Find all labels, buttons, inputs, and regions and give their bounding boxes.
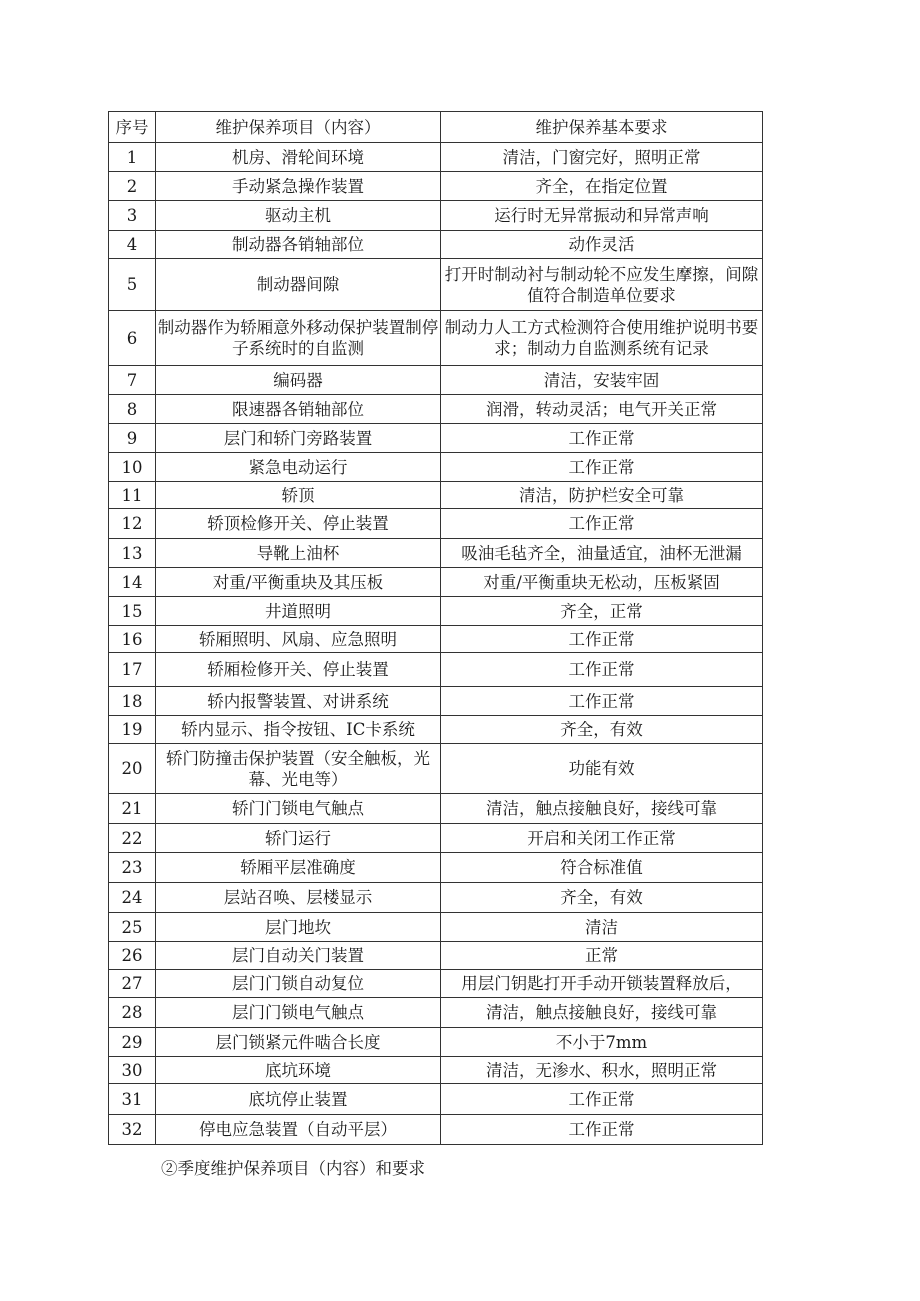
table-row xyxy=(109,1057,763,1084)
row-number: 23 xyxy=(109,853,156,883)
row-item: 轿门运行 xyxy=(156,824,441,853)
row-number: 29 xyxy=(109,1028,156,1057)
row-requirement: 润滑，转动灵活；电气开关正常 xyxy=(441,395,763,424)
row-requirement: 清洁，无渗水、积水，照明正常 xyxy=(441,1057,763,1084)
table-row xyxy=(109,1115,763,1145)
row-item: 层门锁紧元件啮合长度 xyxy=(156,1028,441,1057)
row-item: 层门门锁自动复位 xyxy=(156,970,441,998)
row-requirement: 清洁，触点接触良好，接线可靠 xyxy=(441,998,763,1028)
table-row xyxy=(109,853,763,883)
table-header-row xyxy=(109,112,763,143)
row-item: 导靴上油杯 xyxy=(156,539,441,568)
row-requirement: 齐全，有效 xyxy=(441,883,763,913)
section-footnote: ②季度维护保养项目（内容）和要求 xyxy=(161,1159,425,1178)
row-item: 底坑停止装置 xyxy=(156,1084,441,1115)
row-number: 15 xyxy=(109,597,156,626)
row-item: 层站召唤、层楼显示 xyxy=(156,883,441,913)
row-number: 25 xyxy=(109,913,156,942)
row-number: 31 xyxy=(109,1084,156,1115)
table-row xyxy=(109,626,763,653)
row-requirement: 工作正常 xyxy=(441,509,763,539)
table-row xyxy=(109,311,763,366)
row-number: 10 xyxy=(109,453,156,482)
row-requirement: 功能有效 xyxy=(441,744,763,794)
table-row xyxy=(109,942,763,970)
table-row xyxy=(109,597,763,626)
row-requirement: 吸油毛毡齐全，油量适宜，油杯无泄漏 xyxy=(441,539,763,568)
row-number: 3 xyxy=(109,201,156,231)
row-item: 层门和轿门旁路装置 xyxy=(156,424,441,453)
row-requirement: 工作正常 xyxy=(441,687,763,716)
row-number: 12 xyxy=(109,509,156,539)
row-item: 层门自动关门装置 xyxy=(156,942,441,970)
row-item: 轿门防撞击保护装置（安全触板，光幕、光电等） xyxy=(156,744,441,794)
header-no: 序号 xyxy=(109,112,156,143)
row-requirement: 工作正常 xyxy=(441,453,763,482)
row-number: 26 xyxy=(109,942,156,970)
row-item: 轿顶检修开关、停止装置 xyxy=(156,509,441,539)
table-row xyxy=(109,998,763,1028)
row-number: 6 xyxy=(109,311,156,366)
row-item: 轿门门锁电气触点 xyxy=(156,794,441,824)
row-requirement: 清洁，防护栏安全可靠 xyxy=(441,482,763,509)
row-number: 28 xyxy=(109,998,156,1028)
row-number: 5 xyxy=(109,259,156,311)
table-row xyxy=(109,366,763,395)
table-row xyxy=(109,824,763,853)
row-requirement: 工作正常 xyxy=(441,653,763,687)
row-item: 制动器间隙 xyxy=(156,259,441,311)
row-item: 层门地坎 xyxy=(156,913,441,942)
table-row xyxy=(109,1084,763,1115)
row-item: 编码器 xyxy=(156,366,441,395)
row-item: 层门门锁电气触点 xyxy=(156,998,441,1028)
row-requirement: 开启和关闭工作正常 xyxy=(441,824,763,853)
row-requirement: 符合标准值 xyxy=(441,853,763,883)
table-row xyxy=(109,395,763,424)
row-item: 轿厢检修开关、停止装置 xyxy=(156,653,441,687)
row-item: 轿厢平层准确度 xyxy=(156,853,441,883)
table-row xyxy=(109,482,763,509)
row-number: 30 xyxy=(109,1057,156,1084)
table-row xyxy=(109,653,763,687)
table-row xyxy=(109,143,763,172)
row-number: 17 xyxy=(109,653,156,687)
row-item: 轿厢照明、风扇、应急照明 xyxy=(156,626,441,653)
table-row xyxy=(109,970,763,998)
row-number: 18 xyxy=(109,687,156,716)
row-number: 32 xyxy=(109,1115,156,1145)
row-requirement: 工作正常 xyxy=(441,424,763,453)
row-number: 20 xyxy=(109,744,156,794)
row-number: 11 xyxy=(109,482,156,509)
row-requirement: 齐全，有效 xyxy=(441,716,763,744)
row-item: 井道照明 xyxy=(156,597,441,626)
row-requirement: 齐全，正常 xyxy=(441,597,763,626)
table-row xyxy=(109,539,763,568)
table-row xyxy=(109,1028,763,1057)
table-row xyxy=(109,687,763,716)
row-number: 19 xyxy=(109,716,156,744)
table-row xyxy=(109,259,763,311)
row-requirement: 清洁，门窗完好，照明正常 xyxy=(441,143,763,172)
header-item: 维护保养项目（内容） xyxy=(156,112,441,143)
row-number: 22 xyxy=(109,824,156,853)
row-number: 1 xyxy=(109,143,156,172)
row-requirement: 制动力人工方式检测符合使用维护说明书要求；制动力自监测系统有记录 xyxy=(441,311,763,366)
table-row xyxy=(109,424,763,453)
row-requirement: 正常 xyxy=(441,942,763,970)
table-row xyxy=(109,453,763,482)
table-row xyxy=(109,231,763,259)
row-item: 制动器各销轴部位 xyxy=(156,231,441,259)
row-item: 限速器各销轴部位 xyxy=(156,395,441,424)
row-requirement: 清洁，安装牢固 xyxy=(441,366,763,395)
row-item: 手动紧急操作装置 xyxy=(156,172,441,201)
row-requirement: 工作正常 xyxy=(441,1115,763,1145)
row-number: 8 xyxy=(109,395,156,424)
row-item: 制动器作为轿厢意外移动保护装置制停子系统时的自监测 xyxy=(156,311,441,366)
row-item: 轿内报警装置、对讲系统 xyxy=(156,687,441,716)
row-requirement: 工作正常 xyxy=(441,1084,763,1115)
table-row xyxy=(109,744,763,794)
maintenance-table xyxy=(108,111,763,1145)
table-row xyxy=(109,794,763,824)
row-number: 4 xyxy=(109,231,156,259)
row-item: 对重/平衡重块及其压板 xyxy=(156,568,441,597)
row-requirement: 运行时无异常振动和异常声响 xyxy=(441,201,763,231)
table-row xyxy=(109,172,763,201)
row-item: 轿顶 xyxy=(156,482,441,509)
row-requirement: 清洁 xyxy=(441,913,763,942)
row-requirement: 清洁，触点接触良好，接线可靠 xyxy=(441,794,763,824)
row-number: 2 xyxy=(109,172,156,201)
row-number: 7 xyxy=(109,366,156,395)
row-number: 9 xyxy=(109,424,156,453)
table-row xyxy=(109,509,763,539)
table-row xyxy=(109,568,763,597)
row-number: 16 xyxy=(109,626,156,653)
row-number: 27 xyxy=(109,970,156,998)
row-requirement: 打开时制动衬与制动轮不应发生摩擦，间隙值符合制造单位要求 xyxy=(441,259,763,311)
row-item: 驱动主机 xyxy=(156,201,441,231)
header-requirement: 维护保养基本要求 xyxy=(441,112,763,143)
table-row xyxy=(109,883,763,913)
row-number: 21 xyxy=(109,794,156,824)
row-item: 停电应急装置（自动平层） xyxy=(156,1115,441,1145)
row-requirement: 对重/平衡重块无松动，压板紧固 xyxy=(441,568,763,597)
table-row xyxy=(109,201,763,231)
row-requirement: 不小于7mm xyxy=(441,1028,763,1057)
row-number: 13 xyxy=(109,539,156,568)
row-item: 紧急电动运行 xyxy=(156,453,441,482)
row-requirement: 工作正常 xyxy=(441,626,763,653)
row-item: 底坑环境 xyxy=(156,1057,441,1084)
row-item: 轿内显示、指令按钮、IC卡系统 xyxy=(156,716,441,744)
row-number: 24 xyxy=(109,883,156,913)
row-requirement: 齐全，在指定位置 xyxy=(441,172,763,201)
row-item: 机房、滑轮间环境 xyxy=(156,143,441,172)
table-row xyxy=(109,716,763,744)
row-requirement: 用层门钥匙打开手动开锁装置释放后， xyxy=(441,970,763,998)
row-requirement: 动作灵活 xyxy=(441,231,763,259)
table-row xyxy=(109,913,763,942)
row-number: 14 xyxy=(109,568,156,597)
